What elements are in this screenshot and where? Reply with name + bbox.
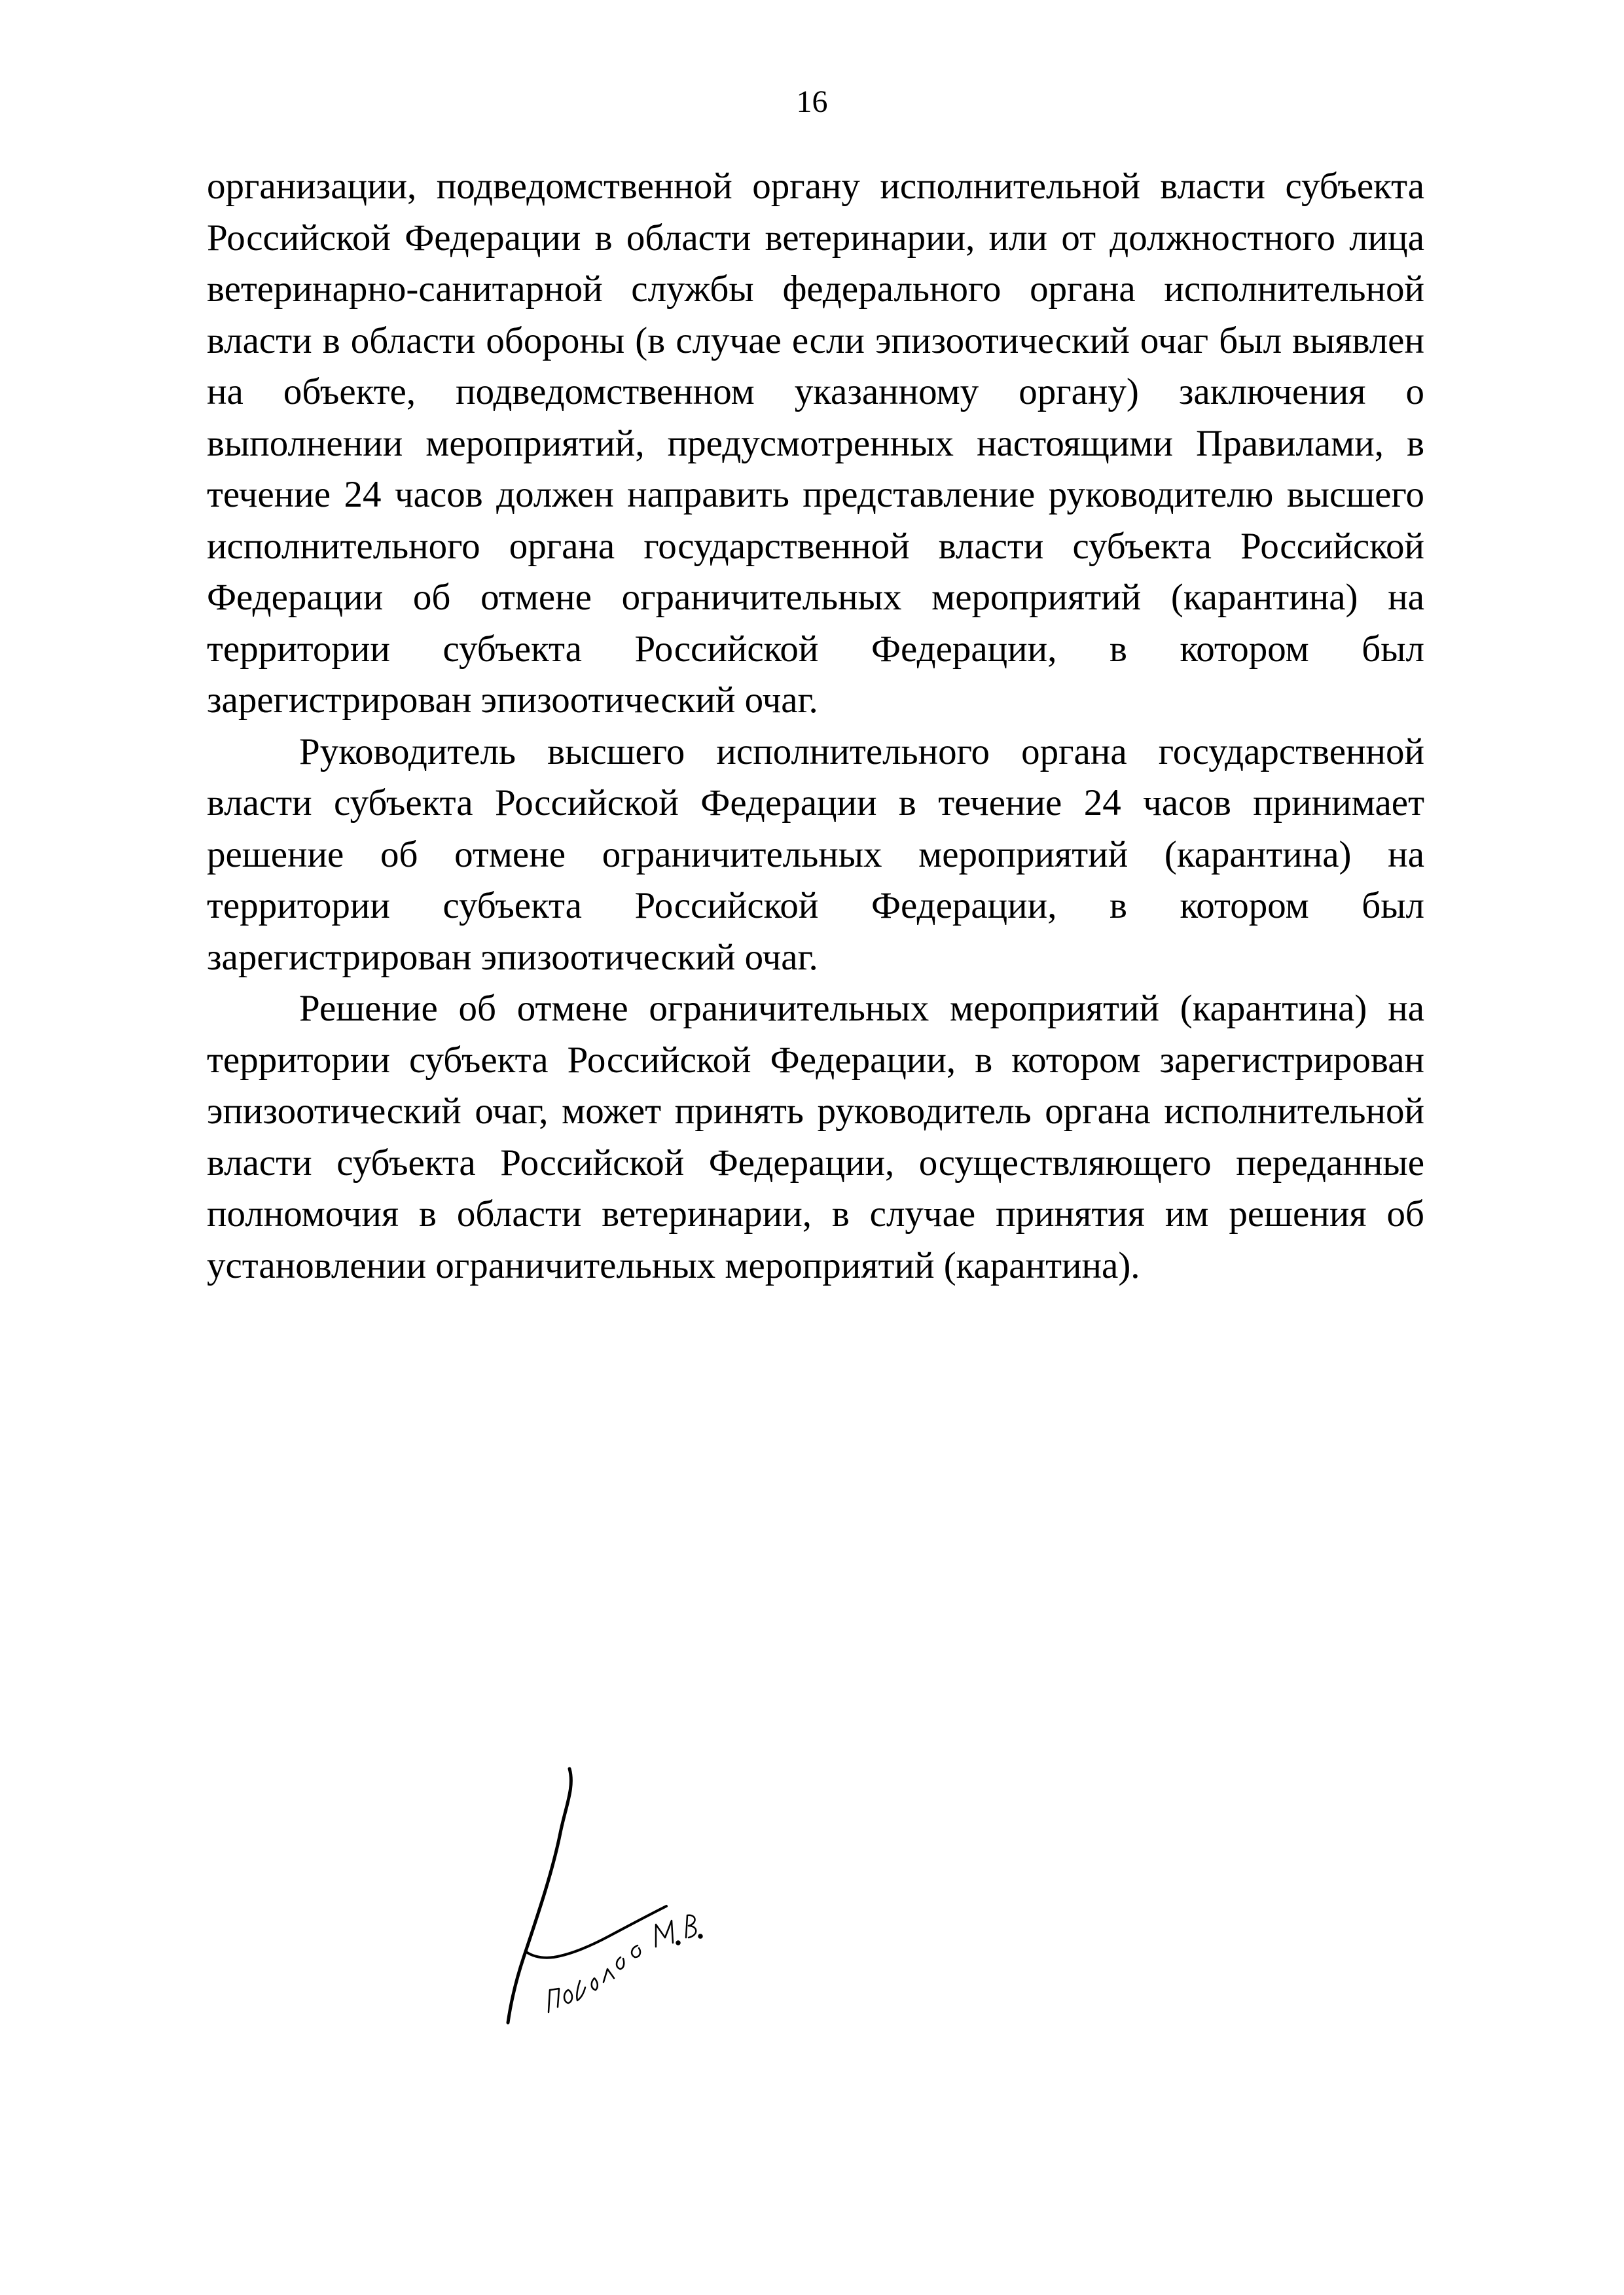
handwritten-signature-icon xyxy=(497,1761,785,2049)
paragraph-continuation: организации, подведомственной органу исполнительной власти субъекта Российской Федерации в области ветеринарии, или от должностного лица ветеринарно-санитарной службы федерального органа исполнительной власти в области обороны (в случае если эпизоотический очаг был выявлен на объекте, подведомственном указанному органу) заключения о выполнении мероприятий, предусмотренных настоящими Правилами, в течение 24 часов должен направить представление руководителю высшего исполнительного органа государственной власти субъекта Российской Федерации об отмене ограничительных мероприятий (карантина) на территории субъекта Российской Федерации, в котором был зарегистрирован эпизоотический очаг. xyxy=(207,166,1424,721)
document-body xyxy=(207,161,1424,1292)
paragraph-alternative-decision: Решение об отмене ограничительных мероприятий (карантина) на территории субъекта Российской Федерации, в котором зарегистрирован эпизоотический очаг, может принять руководитель органа исполнительной власти субъекта Российской Федерации, осуществляющего переданные полномочия в области ветеринарии, в случае принятия им решения об установлении ограничительных мероприятий (карантина). xyxy=(207,988,1424,1286)
page-number: 16 xyxy=(796,84,828,119)
paragraph-head-decision: Руководитель высшего исполнительного органа государственной власти субъекта Российской Федерации в течение 24 часов принимает решение об отмене ограничительных мероприятий (карантина) на территории субъекта Российской Федерации, в котором был зарегистрирован эпизоотический очаг. xyxy=(207,731,1424,978)
